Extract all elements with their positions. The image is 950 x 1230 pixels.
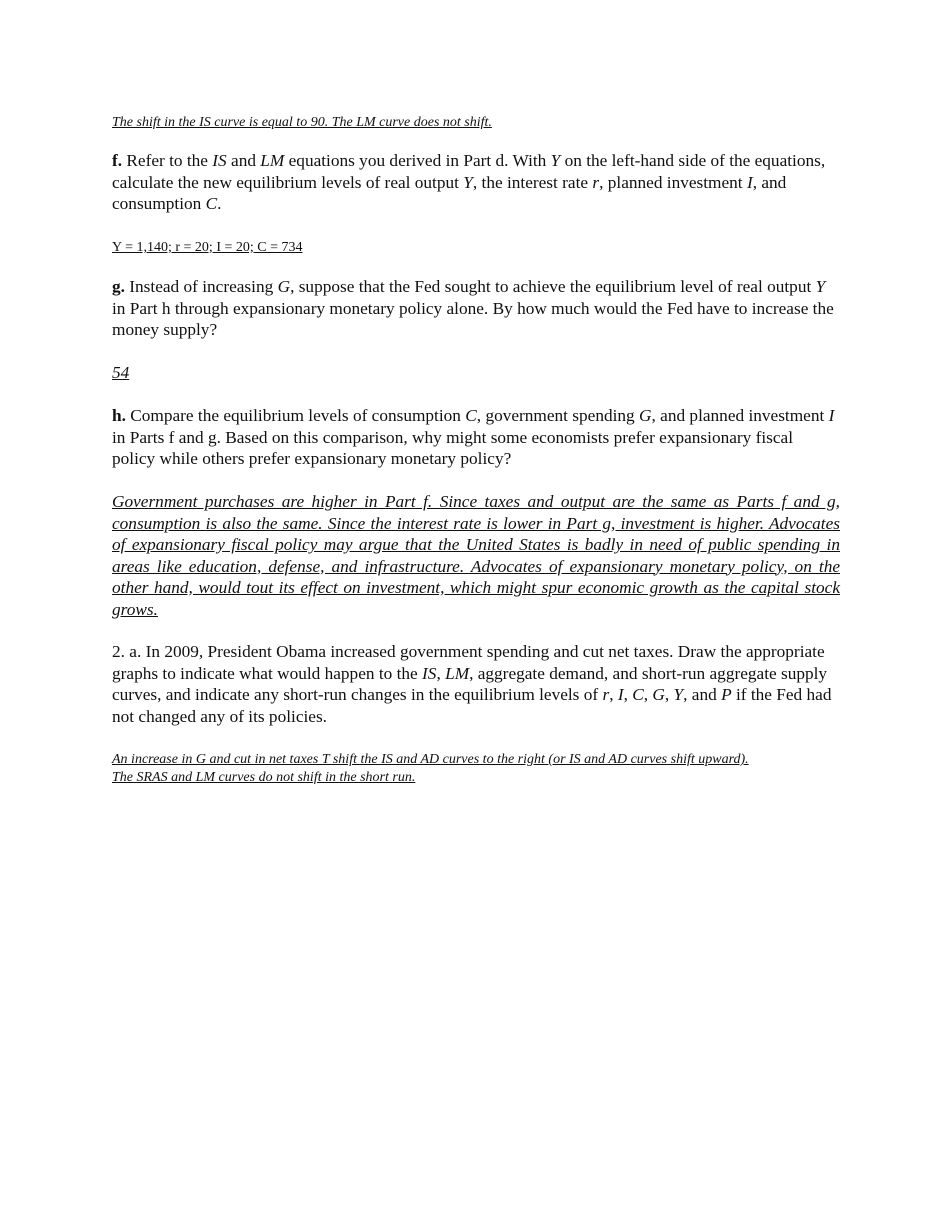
question-2a-text: , and — [683, 685, 722, 704]
answer-e: The shift in the IS curve is equal to 90. The LM curve does not shift. — [112, 115, 492, 130]
question-g-label: g. — [112, 277, 125, 296]
question-g-text: , suppose that the Fed sought to achieve the equilibrium level of real output — [290, 277, 816, 296]
question-f — [112, 150, 840, 215]
question-2a-text: , — [664, 685, 674, 704]
answer-2a-line-1: An increase in G and cut in net taxes T shift the IS and AD curves to the right (or IS and AD curves shift upward). — [112, 752, 749, 767]
question-2a-r: r — [602, 685, 610, 704]
question-h-g: G — [639, 406, 652, 425]
question-f-i: I — [746, 172, 753, 192]
question-f-text: Refer to the — [122, 151, 213, 170]
question-2a-lm: LM — [445, 663, 470, 683]
question-f-y: Y — [550, 151, 561, 170]
question-f-text: , the interest rate — [472, 172, 593, 192]
question-h-text: in Parts f and g. Based on this comparison, why might some economists prefer expansionary fiscal policy while others prefer expansionary monetary policy? — [112, 427, 794, 468]
question-f-is: IS — [212, 151, 227, 170]
question-g-text: in Part h through expansionary monetary policy alone. By how much would the Fed have to increase the money supply? — [112, 298, 834, 339]
question-h-i: I — [828, 406, 835, 425]
question-2a-text: , — [609, 685, 618, 704]
question-2a-c: C — [632, 685, 644, 704]
question-2a — [112, 641, 840, 727]
answer-g: 54 — [112, 363, 130, 382]
question-f-text: and — [226, 151, 261, 170]
question-f-text: . — [217, 194, 222, 213]
question-2a-text: , — [436, 663, 446, 683]
question-2a-label: 2. a. — [112, 642, 142, 661]
question-g — [112, 276, 840, 341]
answer-f: Y = 1,140; r = 20; I = 20; C = 734 — [112, 240, 303, 255]
question-f-lm: LM — [260, 151, 285, 170]
question-2a-text: In 2009, President Obama increased government spending and cut net taxes. Draw the appropriate graphs to indicate what would happen to the — [112, 642, 825, 683]
question-h-text: , and planned investment — [651, 406, 829, 425]
question-h-label: h. — [112, 406, 126, 425]
question-f-c: C — [205, 194, 218, 213]
question-f-r: r — [592, 172, 600, 192]
question-2a-i: I — [617, 685, 624, 704]
question-f-y: Y — [463, 172, 473, 192]
question-2a-text: , — [623, 685, 633, 704]
question-2a-g: G — [652, 685, 665, 704]
question-h-c: C — [465, 406, 477, 425]
question-g-y: Y — [815, 277, 826, 296]
question-f-text: on the left-hand side of the equations, calculate the new equilibrium levels of real output — [112, 151, 826, 192]
question-2a-y: Y — [673, 685, 684, 704]
question-2a-text: , — [643, 685, 653, 704]
answer-h: Government purchases are higher in Part f. Since taxes and output are the same as Parts f and g, consumption is also the same. Since the interest rate is lower in Part g, investment is higher. Advocates of expansionary fiscal policy may argue that the United States is badly in need of public spending in areas like education, defense, and infrastructure. Advocates of expansionary monetary policy, on the other hand, would tout its effect on investment, which might spur economic growth as the capital stock grows. — [112, 492, 840, 619]
answer-2a — [112, 751, 840, 787]
question-f-text: , and consumption — [112, 172, 787, 213]
question-f-text: , planned investment — [599, 172, 747, 192]
question-f-text: equations you derived in Part d. With — [284, 151, 551, 170]
question-g-g: G — [277, 277, 291, 296]
question-2a-is: IS — [422, 663, 437, 683]
question-2a-p: P — [721, 685, 732, 704]
question-2a-text: if the Fed had not changed any of its policies. — [112, 685, 832, 726]
question-2a-text: , aggregate demand, and short-run aggregate supply curves, and indicate any short-run changes in the equilibrium levels of — [112, 663, 828, 704]
answer-2a-line-2: The SRAS and LM curves do not shift in the short run. — [112, 770, 416, 785]
question-g-text: Instead of increasing — [124, 277, 278, 296]
question-f-label: f. — [112, 151, 123, 170]
question-h-text: , government spending — [476, 406, 640, 425]
question-h — [112, 405, 840, 470]
question-h-text: Compare the equilibrium levels of consumption — [125, 406, 466, 425]
